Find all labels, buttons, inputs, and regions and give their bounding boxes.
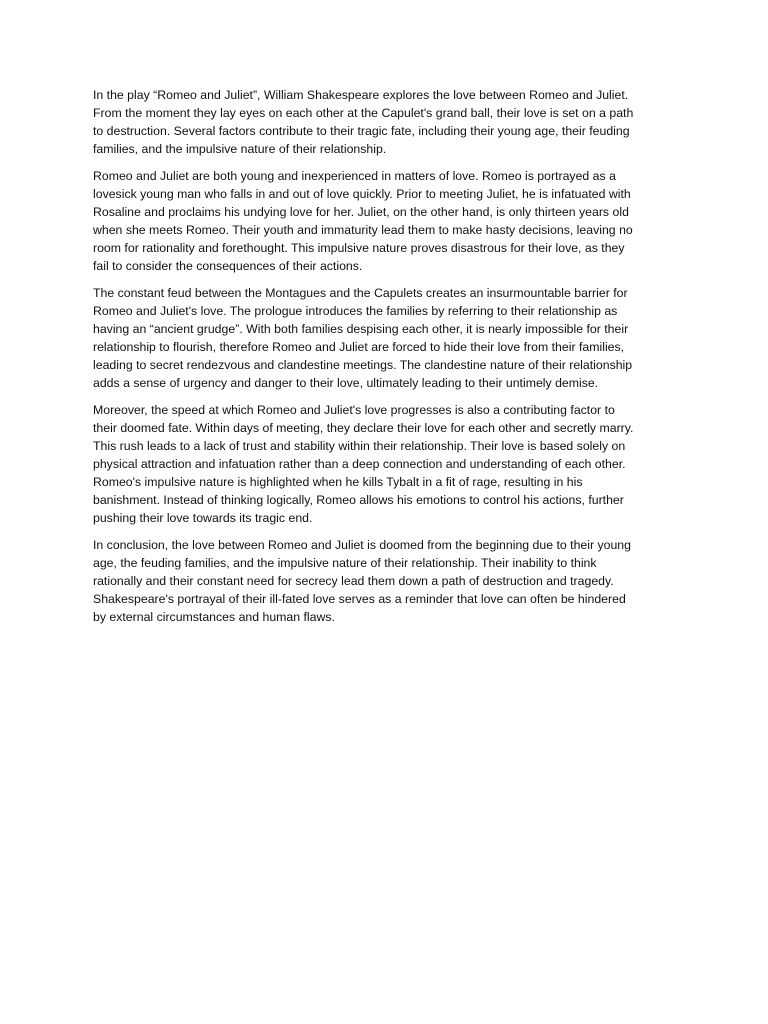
paragraph-youth: Romeo and Juliet are both young and inexperienced in matters of love. Romeo is portrayed as a lovesick young man who falls in and out of love quickly. Prior to meeting Juliet, he is infatuated with Rosaline and proclaims his undying love for her. Juliet, on the other hand, is only thirteen years old when she meets Romeo. Their youth and immaturity lead them to make hasty decisions, leaving no room for rationality and forethought. This impulsive nature proves disastrous for their love, as they fail to consider the consequences of their actions.: [93, 169, 633, 273]
paragraph-feud: The constant feud between the Montagues and the Capulets creates an insurmountable barrier for Romeo and Juliet's love. The prologue introduces the families by referring to their relationship as having an “ancient grudge”. With both families despising each other, it is nearly impossible for their relationship to flourish, therefore Romeo and Juliet are forced to hide their love from their families, leading to secret rendezvous and clandestine meetings. The clandestine nature of their relationship adds a sense of urgency and danger to their love, ultimately leading to their untimely demise.: [93, 286, 633, 390]
paragraph-speed: Moreover, the speed at which Romeo and Juliet's love progresses is also a contributing factor to their doomed fate. Within days of meeting, they declare their love for each other and secretly marry. This rush leads to a lack of trust and stability within their relationship. Their love is based solely on physical attraction and infatuation rather than a deep connection and understanding of each other. Romeo's impulsive nature is highlighted when he kills Tybalt in a fit of rage, resulting in his banishment. Instead of thinking logically, Romeo allows his emotions to control his actions, further pushing their love towards its tragic end.: [93, 403, 634, 525]
paragraph-intro: In the play “Romeo and Juliet”, William Shakespeare explores the love between Romeo and Juliet. From the moment they lay eyes on each other at the Capulet's grand ball, their love is set on a path to destruction. Several factors contribute to their tragic fate, including their young age, their feuding families, and the impulsive nature of their relationship.: [93, 88, 634, 156]
paragraph-conclusion: In conclusion, the love between Romeo and Juliet is doomed from the beginning due to their young age, the feuding families, and the impulsive nature of their relationship. Their inability to think rationally and their constant need for secrecy lead them down a path of destruction and tragedy. Shakespeare's portrayal of their ill-fated love serves as a reminder that love can often be hindered by external circumstances and human flaws.: [93, 538, 631, 624]
essay-body: [93, 86, 678, 635]
